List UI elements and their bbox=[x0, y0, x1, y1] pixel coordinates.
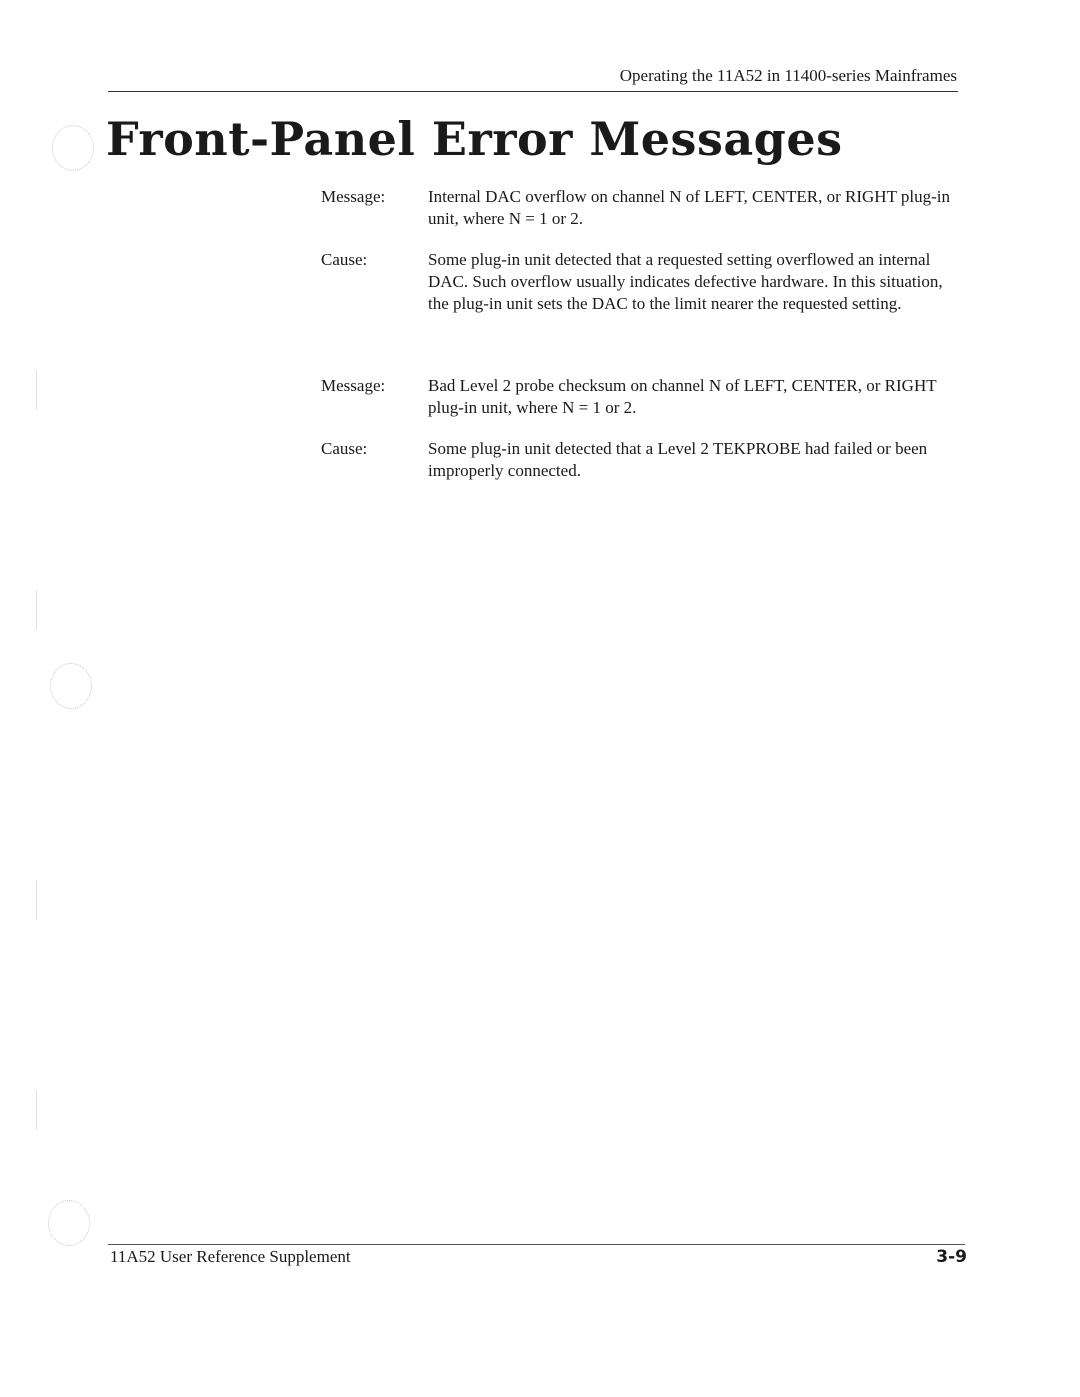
running-header: Operating the 11A52 in 11400-series Mainframes bbox=[619, 66, 957, 85]
binder-hole-icon bbox=[52, 125, 94, 171]
page-number: 3-9 bbox=[936, 1247, 967, 1267]
footer-rule bbox=[108, 1244, 965, 1245]
entry-label: Cause: bbox=[321, 250, 368, 269]
cause-entry bbox=[321, 438, 961, 482]
binder-hole-icon bbox=[50, 663, 92, 709]
binder-hole-icon bbox=[48, 1200, 90, 1246]
entry-text: Bad Level 2 probe checksum on channel N of LEFT, CENTER, or RIGHT plug-in unit, where N = 1 or 2. bbox=[428, 376, 937, 417]
entry-label: Message: bbox=[321, 187, 386, 206]
entry-text: Some plug-in unit detected that a Level 2 TEKPROBE had failed or been improperly connected. bbox=[428, 439, 928, 480]
cause-entry bbox=[321, 249, 961, 315]
page-title: Front-Panel Error Messages bbox=[106, 112, 843, 166]
margin-mark bbox=[36, 880, 37, 920]
margin-mark bbox=[36, 1090, 37, 1130]
message-entry bbox=[321, 375, 961, 419]
entry-text: Internal DAC overflow on channel N of LEFT, CENTER, or RIGHT plug-in unit, where N = 1 or 2. bbox=[428, 187, 951, 228]
message-entry bbox=[321, 186, 961, 230]
header-rule bbox=[108, 91, 958, 92]
margin-mark bbox=[36, 590, 37, 630]
entry-label: Cause: bbox=[321, 439, 368, 458]
footer-document-name: 11A52 User Reference Supplement bbox=[110, 1247, 351, 1266]
margin-mark bbox=[36, 370, 37, 410]
entry-text: Some plug-in unit detected that a requested setting overflowed an internal DAC. Such overflow usually indicates defective hardware. In this situation, the plug-in unit sets the DAC to the limit nearer the requested setting. bbox=[428, 250, 943, 313]
entry-label: Message: bbox=[321, 376, 386, 395]
